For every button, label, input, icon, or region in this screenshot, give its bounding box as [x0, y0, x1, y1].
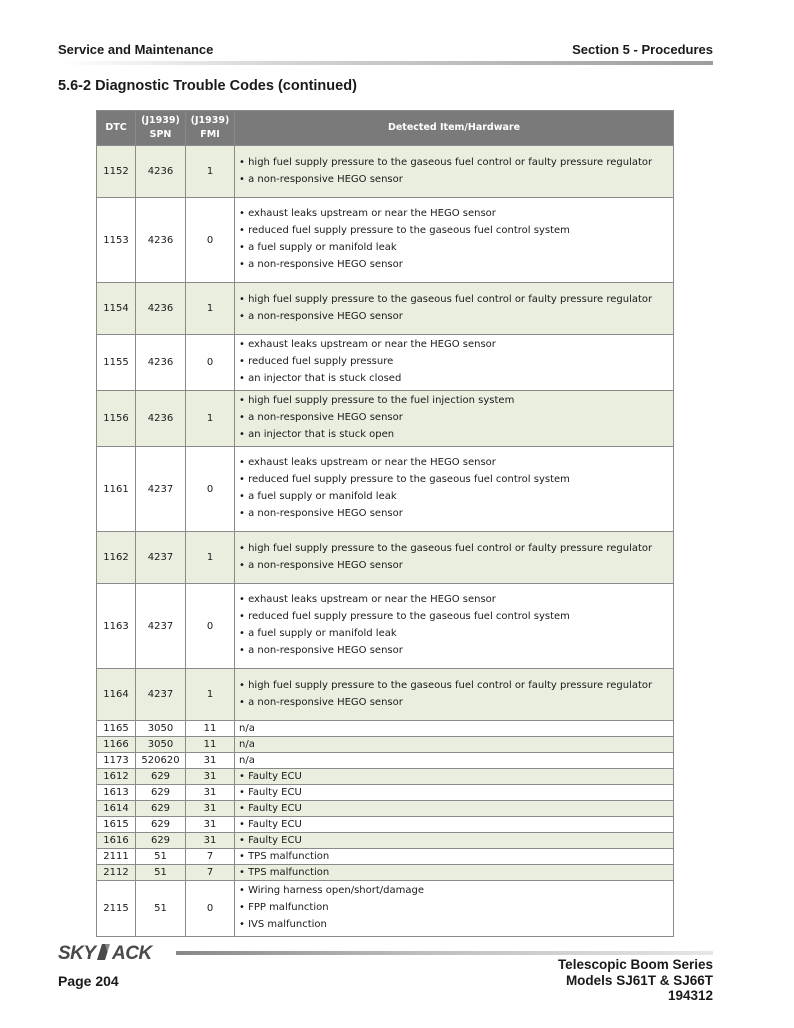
spn-cell: 629	[136, 785, 186, 801]
detected-item-line: n/a	[239, 739, 255, 750]
fmi-cell: 0	[186, 335, 235, 391]
col-header-spn: (J1939) SPN	[136, 111, 186, 146]
spn-cell: 629	[136, 769, 186, 785]
spn-cell: 3050	[136, 737, 186, 753]
fmi-cell: 0	[186, 881, 235, 937]
footer-models: Models SJ61T & SJ66T	[565, 972, 713, 988]
dtc-cell: 1161	[97, 447, 136, 532]
detected-item-line: • TPS malfunction	[239, 851, 330, 862]
table-row	[97, 833, 674, 849]
spn-cell: 520620	[136, 753, 186, 769]
detected-item-line: • a non-responsive HEGO sensor	[239, 258, 403, 270]
fmi-cell: 1	[186, 391, 235, 447]
dtc-cell: 1616	[97, 833, 136, 849]
spn-cell: 51	[136, 865, 186, 881]
detected-item-line: • a non-responsive HEGO sensor	[239, 412, 403, 424]
detected-item-line: • a non-responsive HEGO sensor	[239, 507, 403, 519]
dtc-cell: 1164	[97, 669, 136, 721]
detected-item-line: • exhaust leaks upstream or near the HEGO sensor	[239, 594, 496, 606]
dtc-table	[96, 110, 674, 937]
table-row	[97, 753, 674, 769]
spn-cell: 4237	[136, 584, 186, 669]
col-header-fmi: (J1939) FMI	[186, 111, 235, 146]
fmi-cell: 31	[186, 801, 235, 817]
detected-item-cell	[235, 833, 674, 849]
fmi-cell: 31	[186, 817, 235, 833]
detected-item-line: • reduced fuel supply pressure	[239, 356, 394, 368]
fmi-cell: 11	[186, 721, 235, 737]
fmi-cell: 31	[186, 753, 235, 769]
dtc-cell: 1612	[97, 769, 136, 785]
detected-item-line: • Faulty ECU	[239, 787, 302, 798]
detected-item-line: • exhaust leaks upstream or near the HEGO sensor	[239, 457, 496, 469]
header-left-title: Service and Maintenance	[58, 42, 214, 57]
table-row	[97, 669, 674, 721]
table-row	[97, 817, 674, 833]
fmi-cell: 1	[186, 146, 235, 198]
detected-item-cell	[235, 335, 674, 391]
detected-item-cell	[235, 817, 674, 833]
dtc-cell: 1155	[97, 335, 136, 391]
table-row	[97, 865, 674, 881]
fmi-cell: 0	[186, 198, 235, 283]
table-row	[97, 849, 674, 865]
detected-item-line: • Wiring harness open/short/damage	[239, 885, 425, 897]
detected-item-line: • reduced fuel supply pressure to the gaseous fuel control system	[239, 225, 570, 237]
col-header-detected-item: Detected Item/Hardware	[235, 111, 674, 146]
dtc-cell: 1165	[97, 721, 136, 737]
detected-item-cell	[235, 198, 674, 283]
fmi-cell: 0	[186, 584, 235, 669]
page-number: Page 204	[58, 973, 119, 989]
detected-item-line: • exhaust leaks upstream or near the HEGO sensor	[239, 339, 496, 351]
spn-cell: 4236	[136, 198, 186, 283]
fmi-cell: 1	[186, 669, 235, 721]
dtc-cell: 1613	[97, 785, 136, 801]
footer-series: Telescopic Boom Series	[557, 957, 713, 972]
detected-item-line: • high fuel supply pressure to the gaseous fuel control or faulty pressure regulator	[239, 293, 653, 305]
spn-cell: 4236	[136, 283, 186, 335]
spn-cell: 3050	[136, 721, 186, 737]
spn-cell: 4237	[136, 532, 186, 584]
detected-item-line: • a fuel supply or manifold leak	[239, 628, 397, 639]
table-row	[97, 881, 674, 937]
detected-item-cell	[235, 737, 674, 753]
detected-item-cell	[235, 769, 674, 785]
detected-item-line: • a non-responsive HEGO sensor	[239, 644, 403, 656]
dtc-cell: 1152	[97, 146, 136, 198]
dtc-cell: 2112	[97, 865, 136, 881]
detected-item-line: • Faulty ECU	[239, 771, 302, 782]
skyjack-logo	[58, 941, 168, 963]
fmi-cell: 0	[186, 447, 235, 532]
table-row	[97, 447, 674, 532]
detected-item-cell	[235, 753, 674, 769]
dtc-cell: 2111	[97, 849, 136, 865]
section-title: 5.6-2 Diagnostic Trouble Codes (continued)	[58, 78, 357, 94]
table-row	[97, 785, 674, 801]
table-row	[97, 584, 674, 669]
detected-item-line: n/a	[239, 755, 255, 766]
footer-rule	[176, 951, 713, 955]
dtc-cell: 1162	[97, 532, 136, 584]
detected-item-cell	[235, 447, 674, 532]
table-body	[97, 146, 674, 937]
spn-cell: 51	[136, 881, 186, 937]
detected-item-line: • reduced fuel supply pressure to the gaseous fuel control system	[239, 474, 570, 486]
footer-model-info	[558, 957, 713, 1004]
svg-text:ACK: ACK	[112, 943, 152, 963]
dtc-cell: 1173	[97, 753, 136, 769]
dtc-cell: 1163	[97, 584, 136, 669]
detected-item-cell	[235, 801, 674, 817]
detected-item-line: • an injector that is stuck closed	[239, 372, 402, 384]
table-row	[97, 737, 674, 753]
detected-item-cell	[235, 283, 674, 335]
detected-item-cell	[235, 584, 674, 669]
header-right-title: Section 5 - Procedures	[572, 42, 713, 57]
detected-item-line: • TPS malfunction	[239, 867, 330, 878]
detected-item-line: • high fuel supply pressure to the gaseous fuel control or faulty pressure regulator	[239, 679, 653, 691]
detected-item-line: • IVS malfunction	[239, 918, 327, 930]
detected-item-cell	[235, 865, 674, 881]
fmi-cell: 31	[186, 769, 235, 785]
dtc-cell: 1614	[97, 801, 136, 817]
table-row	[97, 198, 674, 283]
detected-item-line: • Faulty ECU	[239, 819, 302, 830]
fmi-cell: 31	[186, 785, 235, 801]
detected-item-line: • Faulty ECU	[239, 803, 302, 814]
spn-cell: 4236	[136, 146, 186, 198]
detected-item-line: • reduced fuel supply pressure to the gaseous fuel control system	[239, 611, 570, 623]
detected-item-line: • exhaust leaks upstream or near the HEGO sensor	[239, 208, 496, 220]
spn-cell: 51	[136, 849, 186, 865]
fmi-cell: 1	[186, 532, 235, 584]
detected-item-cell	[235, 532, 674, 584]
detected-item-line: • high fuel supply pressure to the gaseous fuel control or faulty pressure regulator	[239, 542, 653, 554]
dtc-cell: 1166	[97, 737, 136, 753]
spn-cell: 4237	[136, 447, 186, 532]
table-row	[97, 532, 674, 584]
fmi-cell: 7	[186, 865, 235, 881]
detected-item-cell	[235, 881, 674, 937]
table-row	[97, 391, 674, 447]
detected-item-line: • an injector that is stuck open	[239, 428, 395, 440]
detected-item-line: • a non-responsive HEGO sensor	[239, 559, 403, 571]
spn-cell: 4236	[136, 335, 186, 391]
detected-item-line: n/a	[239, 723, 255, 734]
fmi-cell: 31	[186, 833, 235, 849]
table-row	[97, 283, 674, 335]
detected-item-line: • high fuel supply pressure to the gaseous fuel control or faulty pressure regulator	[239, 156, 653, 168]
fmi-cell: 7	[186, 849, 235, 865]
spn-cell: 4237	[136, 669, 186, 721]
spn-cell: 629	[136, 817, 186, 833]
dtc-cell: 1156	[97, 391, 136, 447]
table-row	[97, 721, 674, 737]
detected-item-line: • a non-responsive HEGO sensor	[239, 310, 403, 322]
table-row	[97, 801, 674, 817]
detected-item-line: • a fuel supply or manifold leak	[239, 242, 397, 253]
fmi-cell: 11	[186, 737, 235, 753]
detected-item-line: • a fuel supply or manifold leak	[239, 491, 397, 502]
detected-item-cell	[235, 785, 674, 801]
table-row	[97, 769, 674, 785]
svg-text:SKY: SKY	[58, 943, 96, 963]
dtc-cell: 2115	[97, 881, 136, 937]
table-row	[97, 146, 674, 198]
page-header	[58, 42, 713, 60]
detected-item-line: • high fuel supply pressure to the fuel injection system	[239, 395, 515, 407]
header-rule	[58, 61, 713, 65]
fmi-cell: 1	[186, 283, 235, 335]
table-header-row	[97, 111, 674, 146]
detected-item-line: • a non-responsive HEGO sensor	[239, 696, 403, 708]
detected-item-cell	[235, 721, 674, 737]
detected-item-cell	[235, 849, 674, 865]
table-row	[97, 335, 674, 391]
dtc-cell: 1153	[97, 198, 136, 283]
detected-item-cell	[235, 669, 674, 721]
spn-cell: 629	[136, 801, 186, 817]
detected-item-cell	[235, 391, 674, 447]
spn-cell: 629	[136, 833, 186, 849]
col-header-dtc: DTC	[97, 111, 136, 146]
dtc-cell: 1154	[97, 283, 136, 335]
dtc-cell: 1615	[97, 817, 136, 833]
spn-cell: 4236	[136, 391, 186, 447]
detected-item-line: • FPP malfunction	[239, 902, 329, 914]
detected-item-line: • Faulty ECU	[239, 835, 302, 846]
footer-doc-number: 194312	[667, 988, 713, 1003]
detected-item-line: • a non-responsive HEGO sensor	[239, 173, 403, 185]
detected-item-cell	[235, 146, 674, 198]
